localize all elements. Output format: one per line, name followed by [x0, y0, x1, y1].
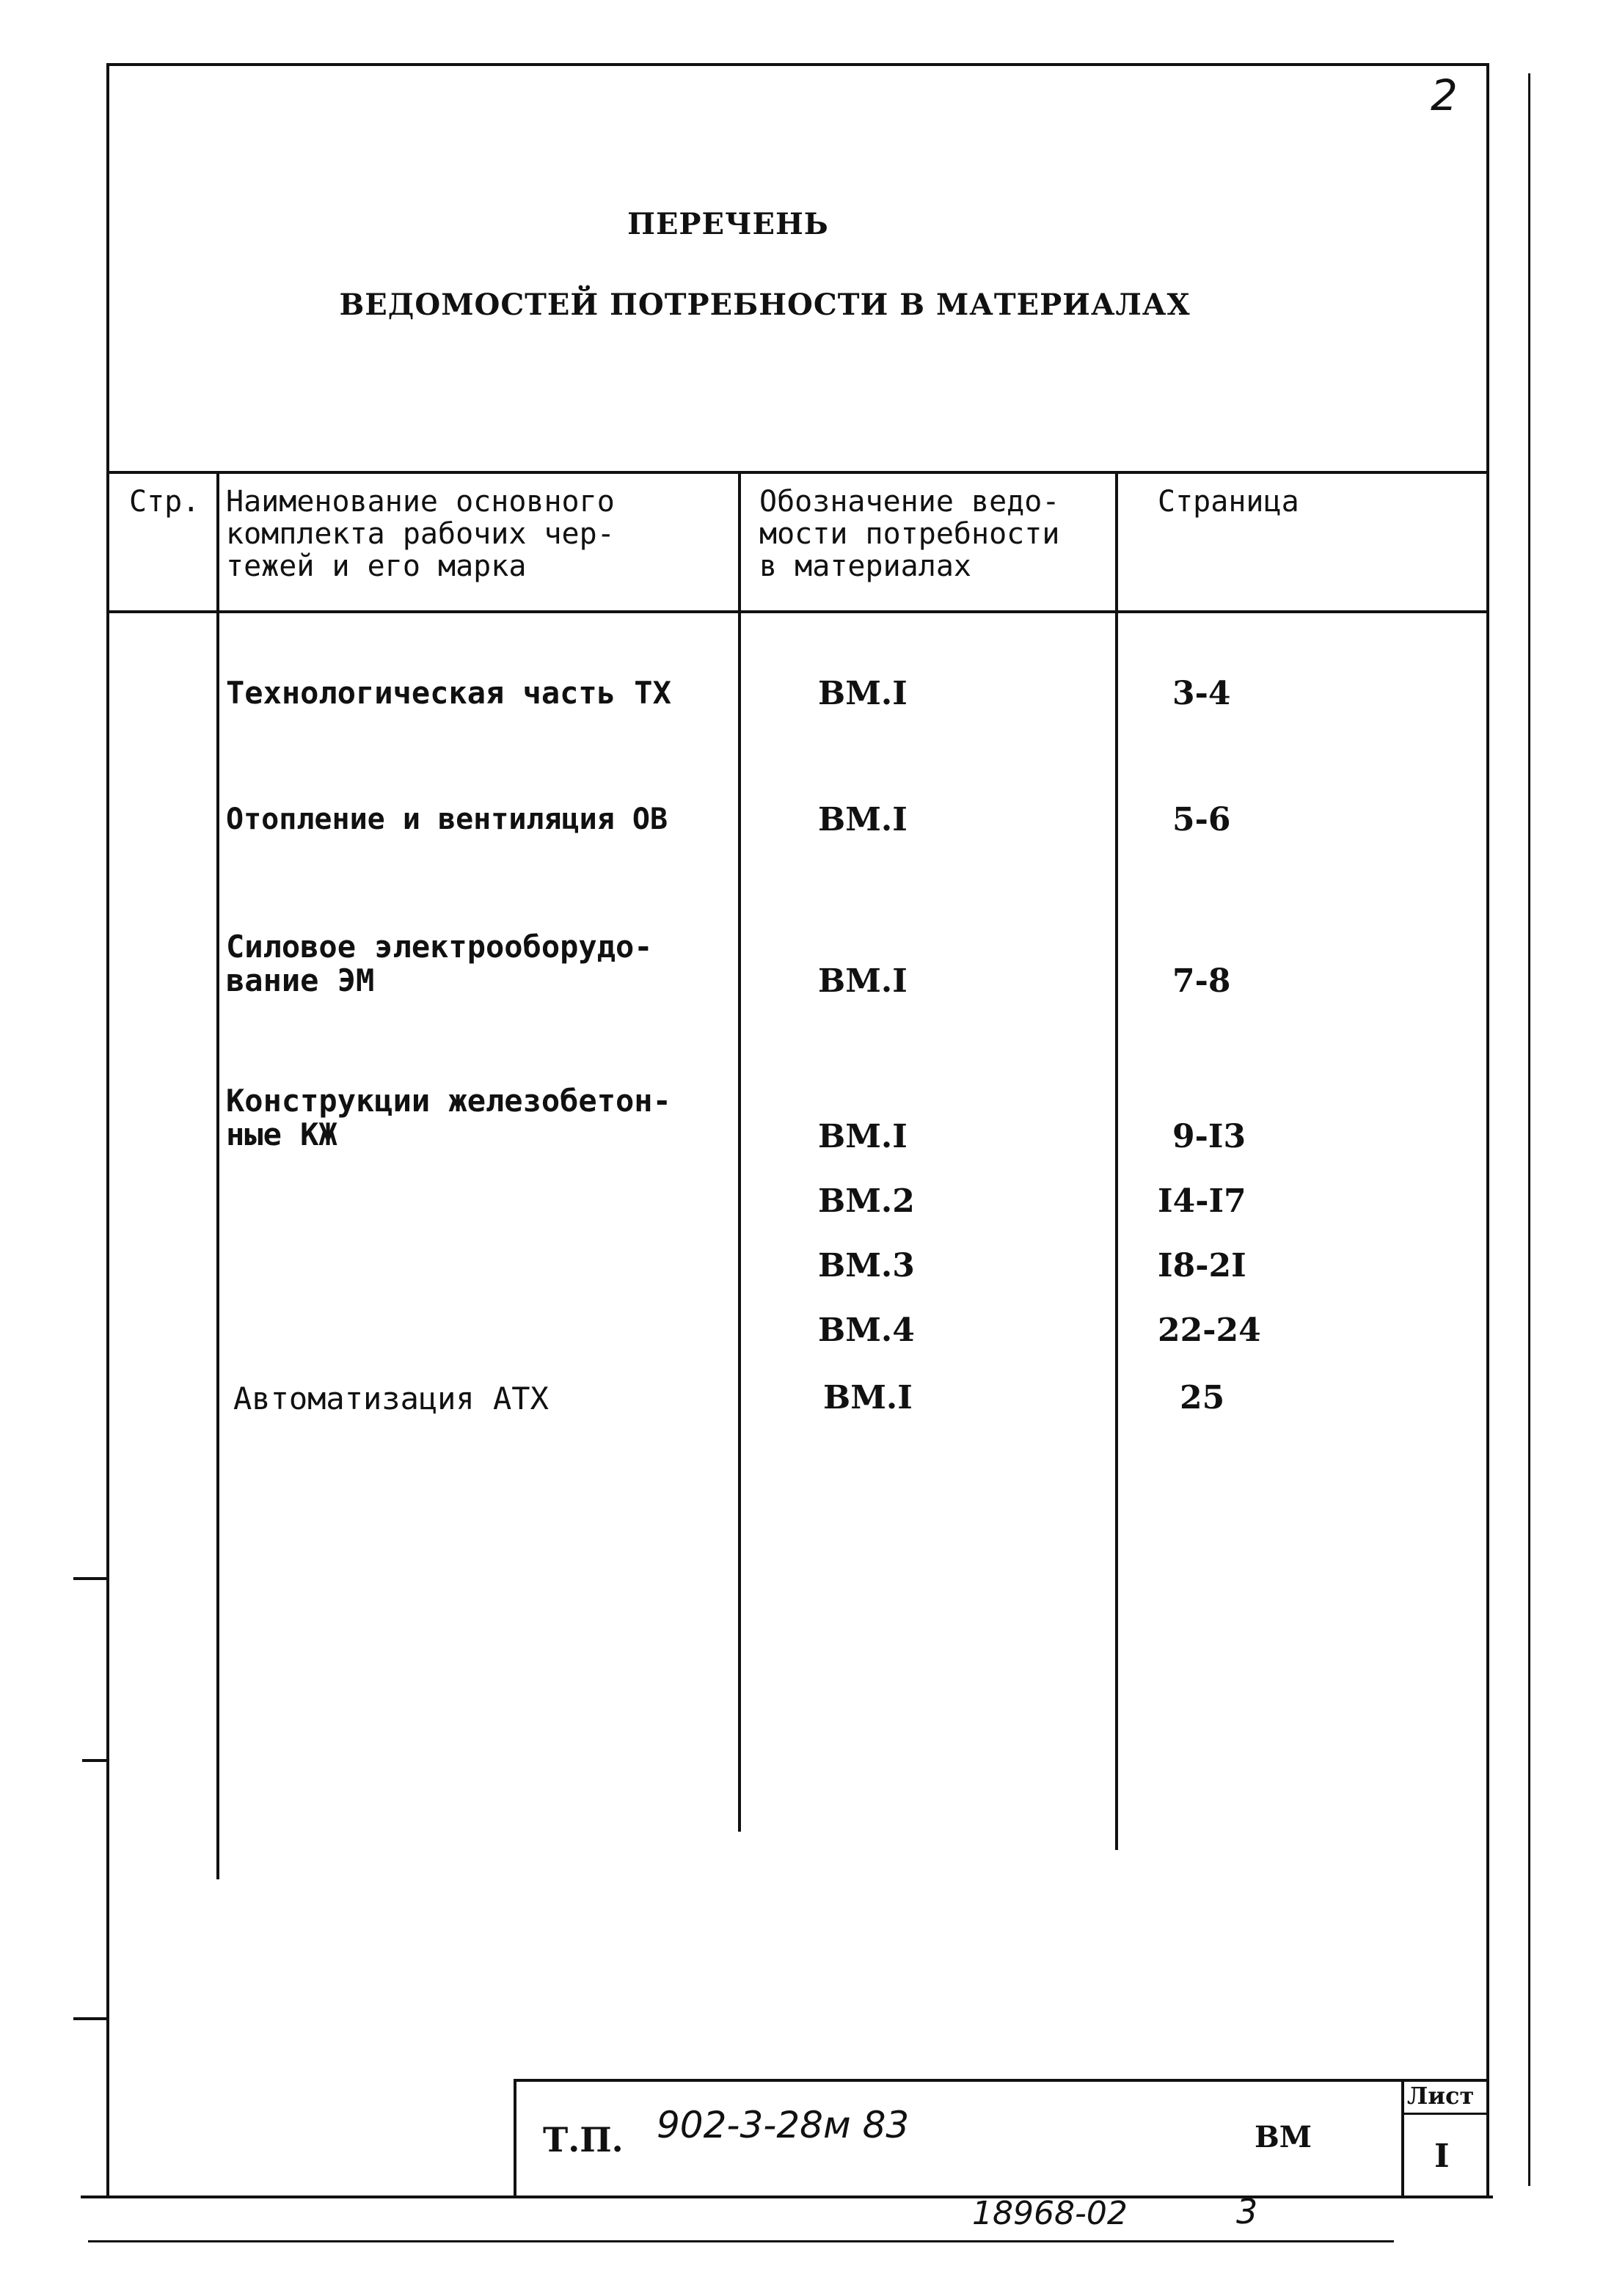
table-row-7-pages: 22-24 — [1158, 1312, 1261, 1349]
frame-right — [1486, 63, 1489, 2198]
col-divider-3 — [1115, 471, 1118, 1850]
col-header-pages: Страница — [1158, 485, 1299, 519]
title-line-1: ПЕРЕЧЕНЬ — [627, 207, 829, 241]
table-row-3-name: Силовое электрооборудо- вание ЭМ — [226, 929, 653, 998]
col-header-str: Стр. — [129, 485, 200, 519]
stamp-top — [514, 2079, 1489, 2082]
frame-bottom — [81, 2196, 1493, 2198]
col-divider-2 — [738, 471, 741, 1832]
table-row-6-pages: I8-2I — [1158, 1247, 1246, 1284]
stamp-sheet-rule — [1401, 2113, 1489, 2115]
col-header-name: Наименование основного комплекта рабочих чер- тежей и его марка — [226, 485, 615, 583]
table-row-1-pages: 3-4 — [1172, 675, 1231, 712]
table-row-2-pages: 5-6 — [1172, 801, 1231, 838]
frame-top — [106, 63, 1489, 66]
frame-left — [106, 63, 109, 2198]
stamp-left — [514, 2079, 516, 2198]
table-top-rule — [106, 471, 1489, 474]
table-row-2-code: ВМ.I — [818, 801, 908, 838]
table-row-5-code: ВМ.2 — [818, 1182, 915, 1220]
frame-right-outer — [1528, 73, 1530, 2186]
table-header-bottom-rule — [106, 610, 1489, 613]
table-row-7-code: ВМ.4 — [818, 1312, 915, 1349]
table-row-3-pages: 7-8 — [1172, 962, 1231, 1000]
footer-inventory: 18968-02 — [972, 2195, 1128, 2232]
margin-tick — [73, 2017, 109, 2020]
table-row-8-name: Автоматизация АТХ — [233, 1381, 549, 1416]
table-row-4-pages: 9-I3 — [1172, 1118, 1246, 1155]
table-row-8-pages: 25 — [1180, 1379, 1225, 1416]
margin-tick — [73, 1577, 109, 1580]
sheet-number: 2 — [1431, 70, 1458, 120]
table-row-1-name: Технологическая часть ТХ — [226, 675, 671, 711]
table-row-4-name: Конструкции железобетон- ные КЖ — [226, 1083, 671, 1152]
col-header-code: Обозначение ведо- мости потребности в материалах — [759, 485, 1060, 583]
footer-page: 3 — [1236, 2192, 1258, 2231]
bottom-rule — [88, 2240, 1394, 2242]
table-row-2-name: Отопление и вентиляция ОВ — [226, 802, 668, 836]
col-divider-1 — [216, 471, 219, 1879]
table-row-1-code: ВМ.I — [818, 675, 908, 712]
table-row-4-code: ВМ.I — [818, 1118, 908, 1155]
table-row-5-pages: I4-I7 — [1158, 1182, 1246, 1220]
stamp-sheet-value: I — [1434, 2138, 1450, 2175]
table-row-3-code: ВМ.I — [818, 962, 908, 1000]
margin-tick — [82, 1759, 109, 1762]
stamp-sheet-label: Лист — [1407, 2082, 1475, 2110]
title-line-2: ВЕДОМОСТЕЙ ПОТРЕБНОСТИ В МАТЕРИАЛАХ — [339, 288, 1191, 322]
stamp-mark: ВМ — [1255, 2120, 1312, 2154]
table-row-6-code: ВМ.3 — [818, 1247, 915, 1284]
stamp-divider — [1401, 2079, 1404, 2198]
stamp-number: 902-3-28м 83 — [657, 2104, 910, 2146]
stamp-prefix: Т.П. — [543, 2120, 624, 2160]
table-row-8-code: ВМ.I — [823, 1379, 913, 1416]
